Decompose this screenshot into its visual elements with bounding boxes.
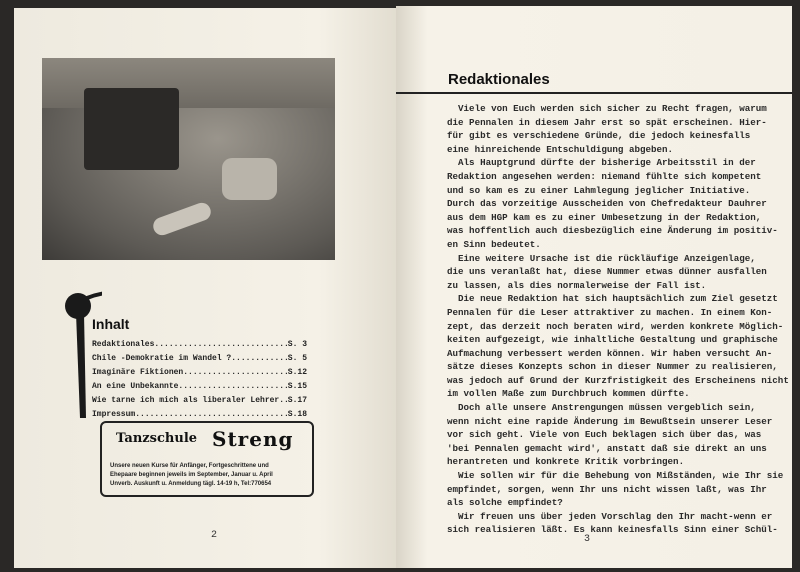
text-line: Die neue Redaktion hat sich hauptsächlich zum Ziel gesetzt xyxy=(447,293,778,305)
toc-item-page: S. 3 xyxy=(287,340,307,349)
toc-item-title: Impressum xyxy=(92,410,136,419)
toc-item xyxy=(92,368,307,377)
text-line: zept, das derzeit noch beraten wird, werden konkrete Möglich- xyxy=(447,320,784,332)
dance-school-ad xyxy=(100,421,314,497)
heading-rule xyxy=(396,92,792,94)
text-line: Doch alle unsere Anstrengungen müssen vergeblich sein, xyxy=(447,402,756,414)
text-line: für gibt es verschiedene Gründe, die jedoch keinesfalls xyxy=(447,130,751,142)
text-line: aus dem HGP kam es zu einer Umbesetzung in der Redaktion, xyxy=(447,211,762,223)
text-line: zu lassen, als dies normalerweise der Fall ist. xyxy=(447,279,707,291)
toc-item-title: An eine Unbekannte xyxy=(92,382,179,391)
toc-item xyxy=(92,382,307,391)
ad-line: Unverb. Auskunft u. Anmeldung tägl. 14-19 h, Tel:770654 xyxy=(110,481,272,487)
text-line: Wir freuen uns über jeden Vorschlag den Ihr macht-wenn er xyxy=(447,510,773,522)
photo-discarded-telephone xyxy=(42,58,335,260)
text-line: en Sinn bedeutet. xyxy=(447,238,541,250)
toc-item-page: S.12 xyxy=(287,368,307,377)
text-line: herantreten und konkrete Kritik vorbringen. xyxy=(447,456,685,468)
toc-item-title: Wie tarne ich mich als liberaler Lehrer. xyxy=(92,396,285,405)
right-page xyxy=(396,6,792,568)
text-line: Viele von Euch werden sich sicher zu Recht fragen, warum xyxy=(447,103,767,114)
ad-school-label: Tanzschule xyxy=(116,431,198,446)
toc-item-page: S.15 xyxy=(287,382,307,391)
article-body xyxy=(447,102,789,537)
toc-title: Inhalt xyxy=(92,316,130,332)
text-line: Wie sollen wir für die Behebung von Mißständen, wie Ihr sie xyxy=(447,470,784,482)
text-line: und so kam es zu einer Lahmlegung jeglicher Initiative. xyxy=(447,184,751,196)
page-number: 2 xyxy=(211,530,218,541)
text-line: Redaktion angesehen werden: niemand fühlte sich kompetent xyxy=(447,170,762,182)
text-line: die uns veranlaßt hat, diese Nummer etwas dünner ausfallen xyxy=(447,266,767,278)
text-line: die Pennalen in diesem Jahr erst so spät erscheinen. Hier- xyxy=(447,116,767,128)
toc-item-page: S.18 xyxy=(287,410,307,419)
toc-item-page: S. 5 xyxy=(287,354,307,363)
ad-line: Unsere neuen Kurse für Anfänger, Fortgeschrittene und xyxy=(110,463,269,469)
text-line: Pennalen für die Leser attraktiver zu machen. In einem Kon- xyxy=(447,306,773,318)
ad-school-name: Streng xyxy=(212,427,294,451)
text-line: als solche empfindet? xyxy=(447,497,563,509)
left-page xyxy=(14,8,396,568)
toc-item xyxy=(92,340,307,349)
toc-item xyxy=(92,410,307,419)
ad-line: Ehepaare beginnen jeweils im September, Januar u. April xyxy=(110,472,273,478)
article-heading: Redaktionales xyxy=(448,71,550,88)
text-line: Aufmachung verbessert werden können. Wir haben versucht An- xyxy=(447,347,773,359)
text-line: im vollen Maße zum Durchbruch kommen dürfte. xyxy=(447,388,690,400)
text-line: was jedoch auf Grund der Kurzfristigkeit des Erscheinens nicht xyxy=(447,374,789,386)
text-line: was hoffentlich auch diesbezüglich eine Änderung im positiv- xyxy=(447,225,778,237)
text-line: sich realisieren läßt. Es kann keinesfalls Sinn einer Schül- xyxy=(447,524,778,536)
text-line: Als Hauptgrund dürfte der bisherige Arbeitsstil in der xyxy=(447,157,756,169)
text-line: empfindet, sorgen, wenn Ihr uns nicht wissen laßt, was Ihr xyxy=(447,483,767,495)
text-line: wenn nicht eine rapide Änderung im Bewußtsein unserer Leser xyxy=(447,415,773,427)
toc-item-title: Chile -Demokratie im Wandel ? xyxy=(92,354,232,363)
toc-item-page: S.17 xyxy=(287,396,307,405)
toc-item xyxy=(92,354,307,363)
text-line: Durch das vorzeitige Ausscheiden von Chefredakteur Dauhrer xyxy=(447,198,767,210)
toc-item-title: Redaktionales xyxy=(92,340,155,349)
toc-item-title: Imaginäre Fiktionen xyxy=(92,368,184,377)
toc-item xyxy=(92,396,307,405)
page-number: 3 xyxy=(584,534,591,545)
text-line: 'bei Pennalen gemacht wird', anstatt daß sie direkt an uns xyxy=(447,442,767,454)
text-line: Eine weitere Ursache ist die rückläufige Anzeigenlage, xyxy=(447,252,756,264)
text-line: vor sich geht. Viele von Euch beklagen sich über das, was xyxy=(447,429,762,441)
text-line: keiten aufgezeigt, wie inhaltliche Gestaltung und graphische xyxy=(447,334,778,346)
text-line: sätze dieses Konzepts schon in dieser Nummer zu realisieren, xyxy=(447,361,778,373)
text-line: eine hinreichende Entschuldigung abgeben. xyxy=(447,143,674,155)
